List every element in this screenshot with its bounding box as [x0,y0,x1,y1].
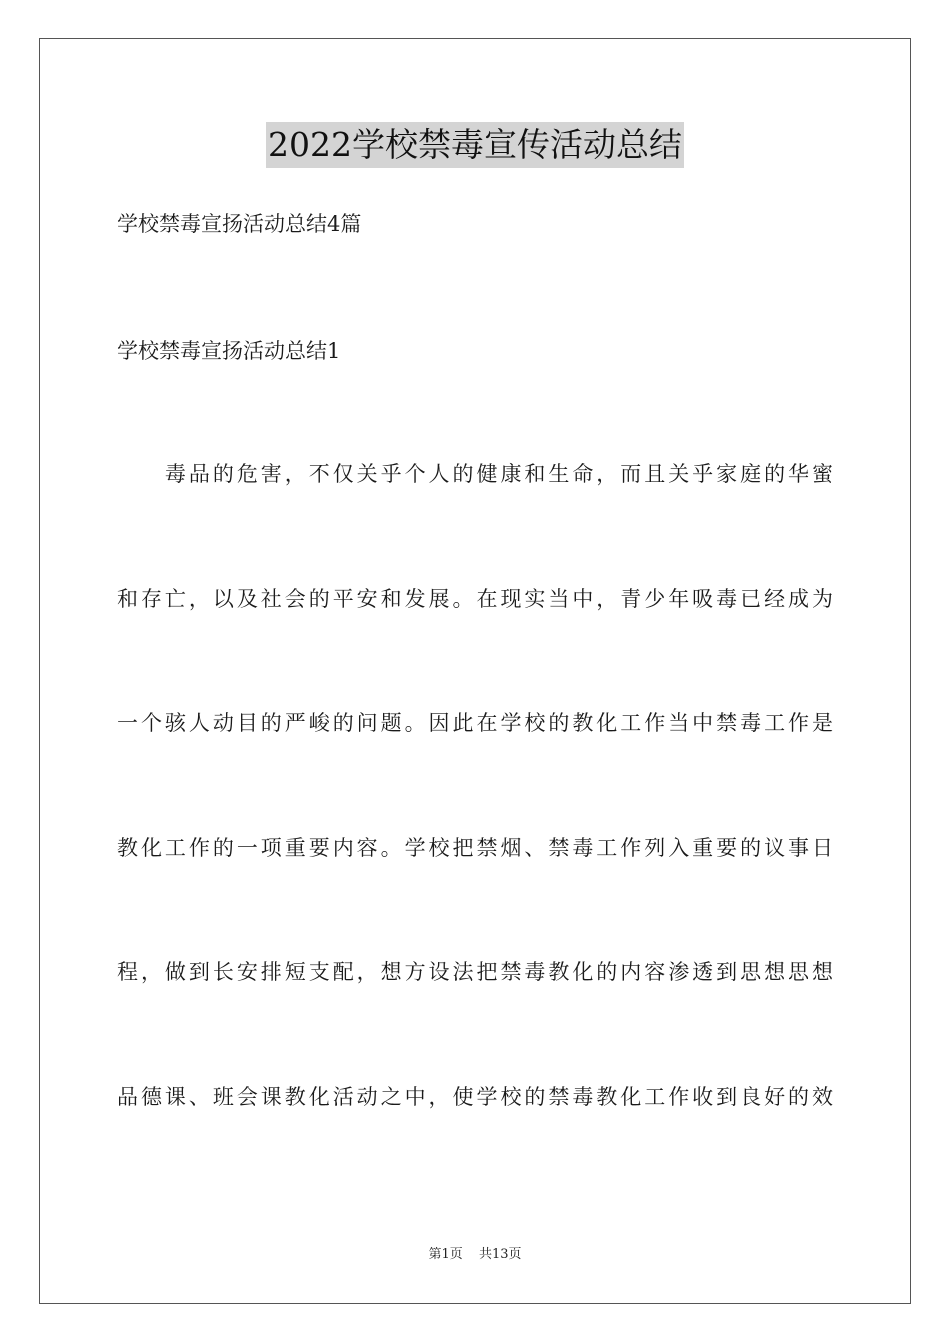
page-total: 共13页 [478,1247,522,1262]
page-footer [0,1246,950,1264]
paragraph-line: 教化工作的一项重要内容。学校把禁烟、禁毒工作列入重要的议事日 [117,836,833,860]
paragraph-line: 毒品的危害，不仅关乎个人的健康和生命，而且关乎家庭的华蜜 [117,462,833,486]
paragraph-line: 程，做到长安排短支配，想方设法把禁毒教化的内容渗透到思想思想 [117,960,833,984]
page-number: 第1页 [428,1247,463,1262]
paragraph-line: 一个骇人动目的严峻的问题。因此在学校的教化工作当中禁毒工作是 [117,711,833,735]
paragraph-line: 和存亡，以及社会的平安和发展。在现实当中，青少年吸毒已经成为 [117,587,833,611]
paragraph-line: 品德课、班会课教化活动之中，使学校的禁毒教化工作收到良好的效 [117,1085,833,1109]
title-container [0,122,950,168]
section-heading: 学校禁毒宣扬活动总结1 [117,339,341,363]
document-subtitle: 学校禁毒宣扬活动总结4篇 [117,212,362,236]
document-title: 2022学校禁毒宣传活动总结 [266,122,684,168]
